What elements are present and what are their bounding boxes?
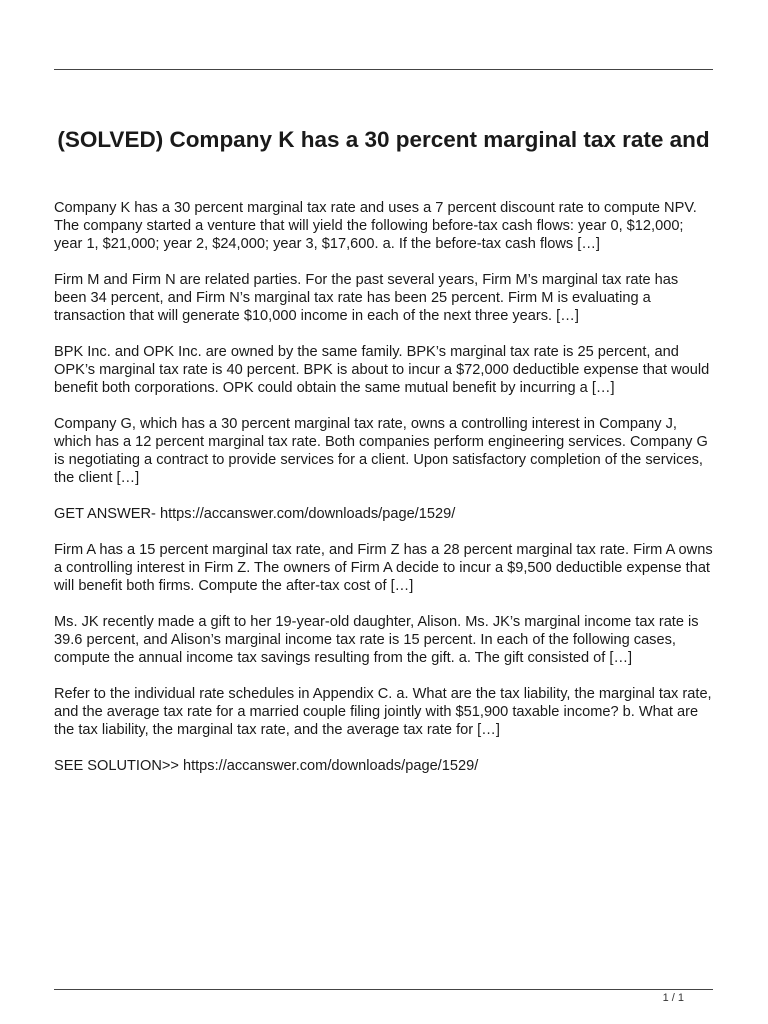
document-body — [54, 199, 714, 793]
page-title: (SOLVED) Company K has a 30 percent marginal tax rate and — [57, 127, 710, 152]
paragraph-rate-schedules: Refer to the individual rate schedules in Appendix C. a. What are the tax liability, the marginal tax rate, and the average tax rate for a married couple filing jointly with $51,900 taxable income? b. What are the tax liability, the marginal tax rate, and the average tax rate for […] — [54, 686, 712, 738]
paragraph-company-g: Company G, which has a 30 percent marginal tax rate, owns a controlling interest in Company J, which has a 12 percent marginal tax rate. Both companies perform engineering services. Company G is negotiating a contract to provide services for a client. Upon satisfactory completion of the services, the client […] — [54, 416, 708, 486]
paragraph-ms-jk: Ms. JK recently made a gift to her 19-year-old daughter, Alison. Ms. JK’s marginal income tax rate is 39.6 percent, and Alison’s marginal income tax rate is 15 percent. In each of the following cases, compute the annual income tax savings resulting from the gift. a. The gift consisted of […] — [54, 614, 699, 666]
see-solution-link-text: SEE SOLUTION>> https://accanswer.com/downloads/page/1529/ — [54, 758, 479, 774]
get-answer-link-text: GET ANSWER- https://accanswer.com/downloads/page/1529/ — [54, 506, 456, 522]
header-divider — [54, 69, 713, 70]
page-number: 1 / 1 — [662, 992, 684, 1004]
footer-divider — [54, 989, 713, 990]
paragraph-firm-m-firm-n: Firm M and Firm N are related parties. For the past several years, Firm M’s marginal tax rate has been 34 percent, and Firm N’s marginal tax rate has been 25 percent. Firm M is evaluating a transaction that will generate $10,000 income in each of the next three years. […] — [54, 272, 679, 324]
paragraph-company-k: Company K has a 30 percent marginal tax rate and uses a 7 percent discount rate to compute NPV. The company started a venture that will yield the following before-tax cash flows: year 0, $12,000; year 1, $21,000; year 2, $24,000; year 3, $17,600. a. If the before-tax cash flows […] — [54, 200, 697, 252]
paragraph-firm-a-firm-z: Firm A has a 15 percent marginal tax rate, and Firm Z has a 28 percent marginal tax rate. Firm A owns a controlling interest in Firm Z. The owners of Firm A decide to incur a $9,500 deductible expense that will benefit both firms. Compute the after-tax cost of […] — [54, 542, 713, 594]
paragraph-bpk-opk: BPK Inc. and OPK Inc. are owned by the same family. BPK’s marginal tax rate is 25 percent, and OPK’s marginal tax rate is 40 percent. BPK is about to incur a $72,000 deductible expense that would benefit both corporations. OPK could obtain the same mutual benefit by incurring a […] — [54, 344, 710, 396]
